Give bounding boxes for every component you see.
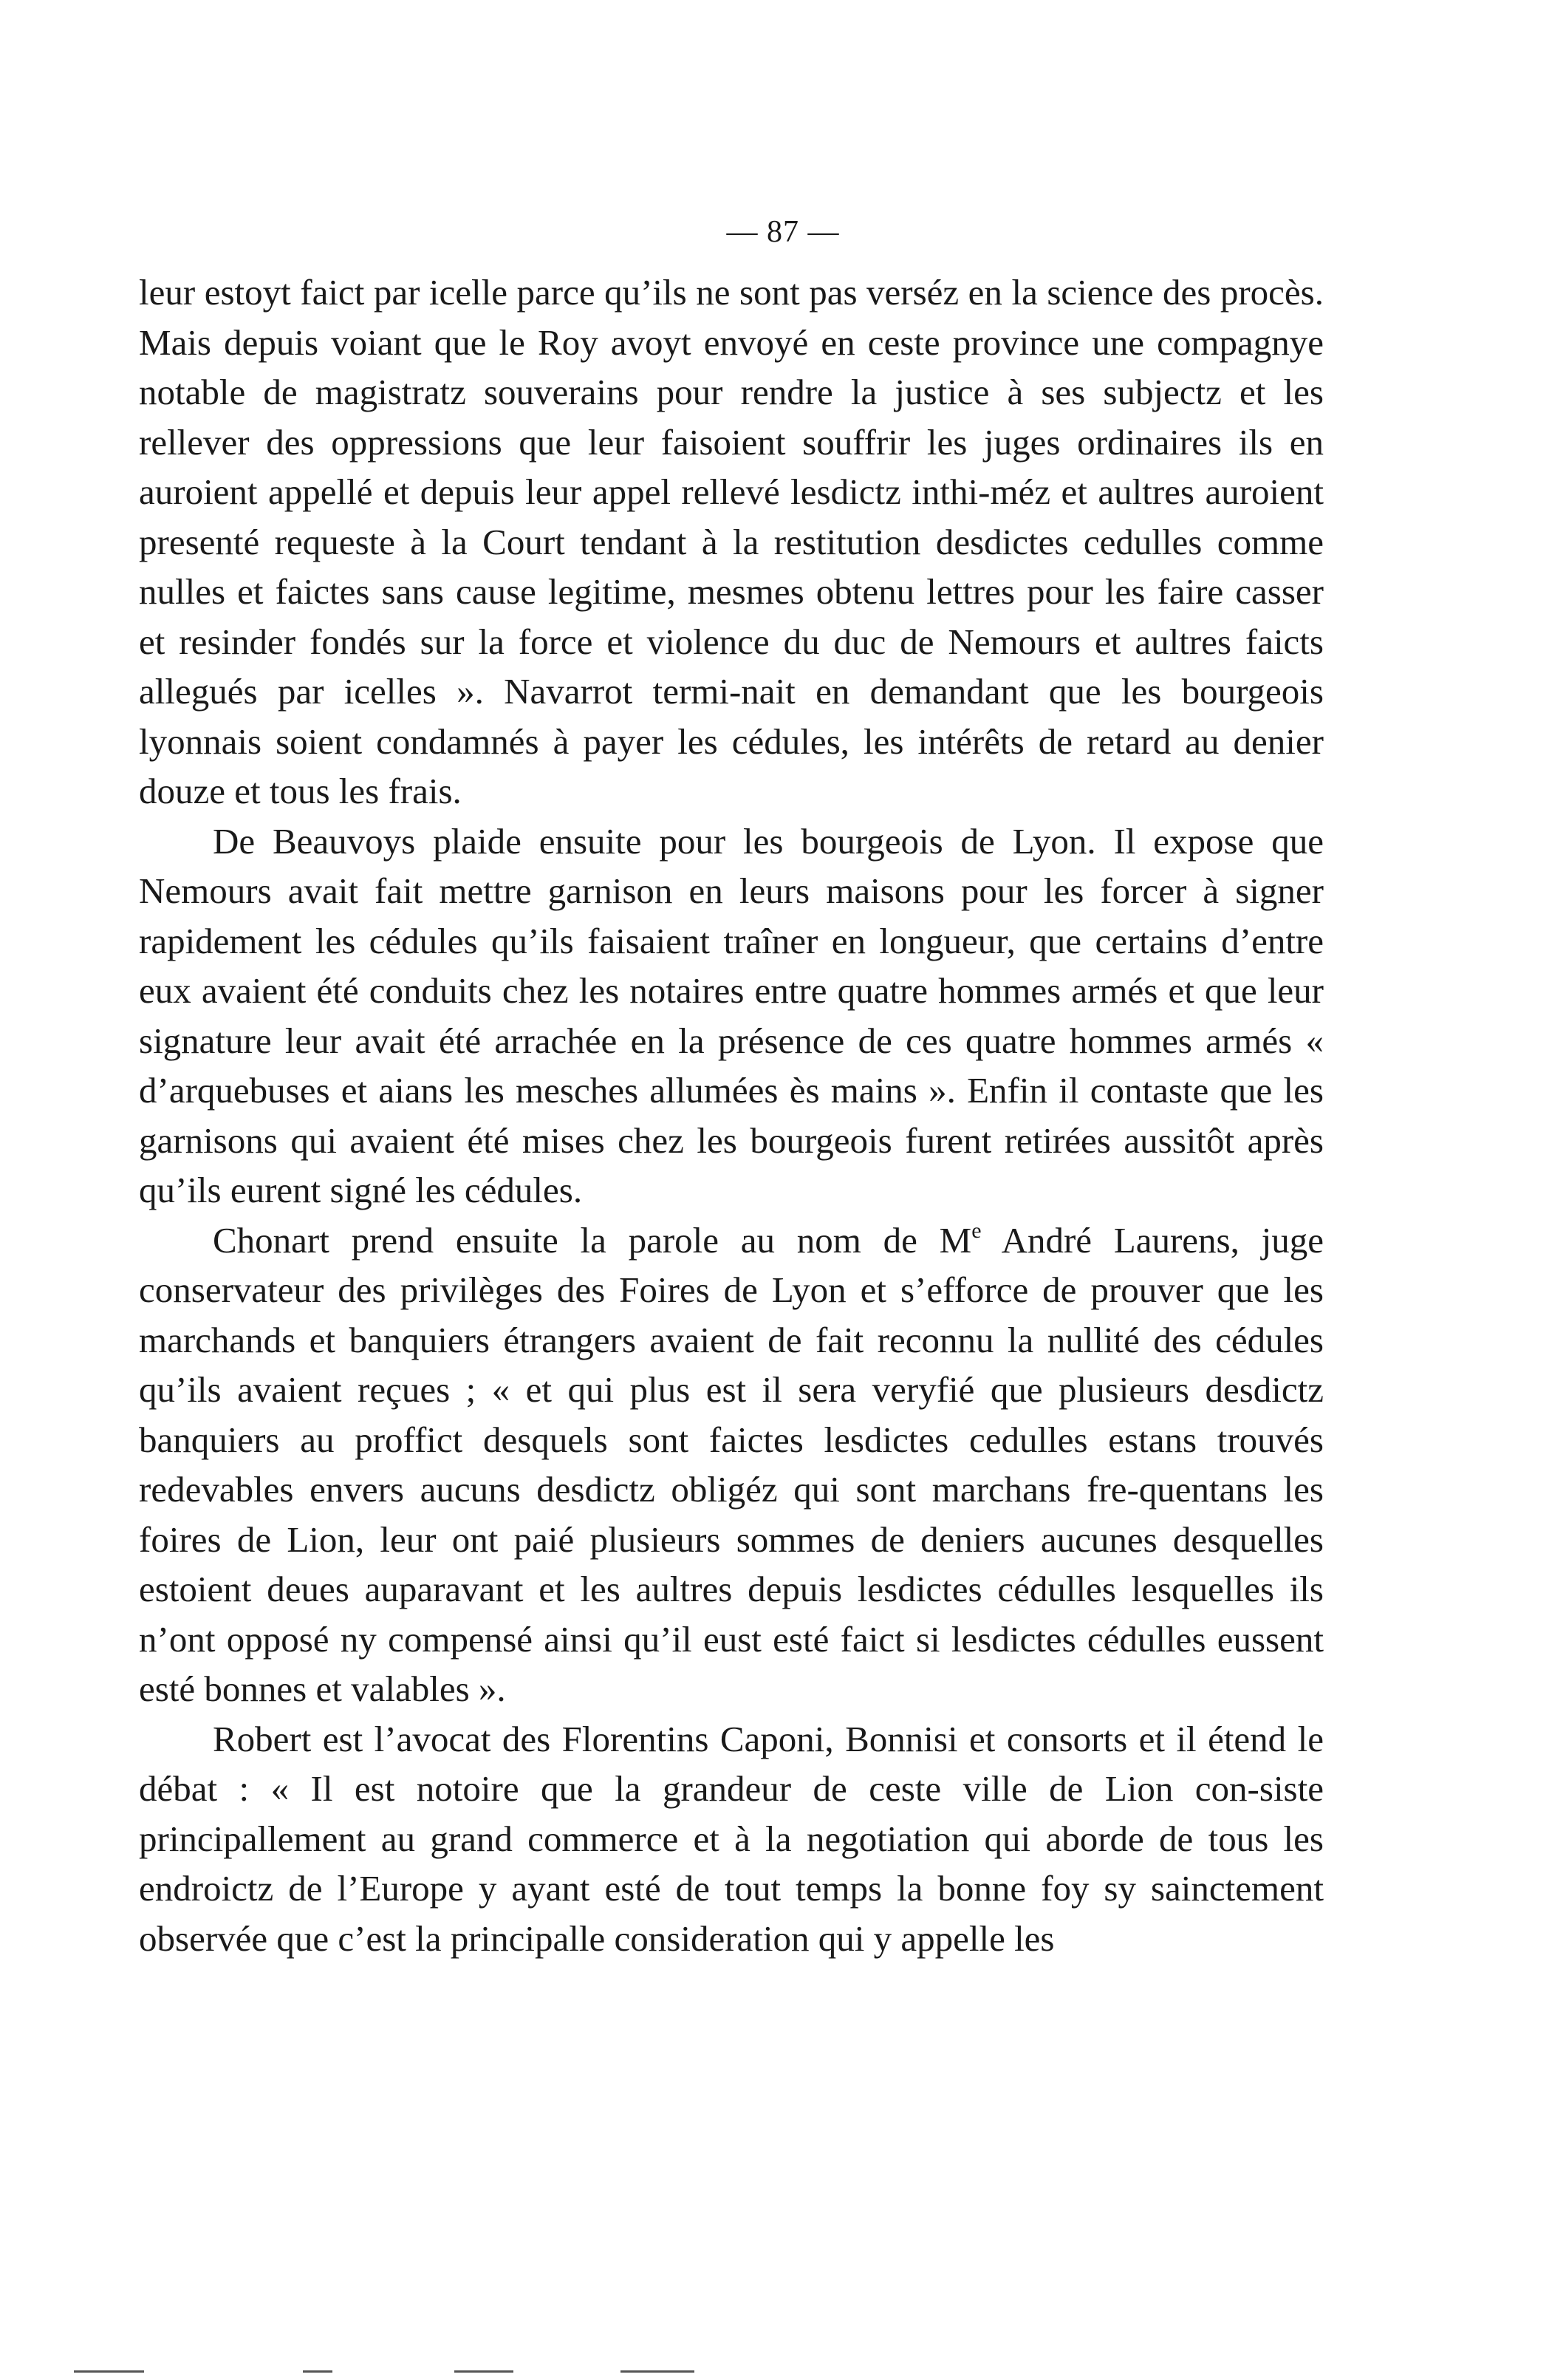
paragraph-3-start: Chonart prend ensuite la parole au nom de M (213, 1219, 972, 1261)
page-number: — 87 — (726, 215, 840, 249)
scan-edge-mark (303, 2370, 332, 2373)
scan-edge-mark (74, 2370, 144, 2373)
body-text (139, 267, 1324, 1963)
paragraph-2: De Beauvoys plaide ensuite pour les bourgeois de Lyon. Il expose que Nemours avait fait mettre garnison en leurs maisons pour les forcer à signer rapidement les cédules qu’ils faisaient traîner en longueur, que certains d’entre eux avaient été conduits chez les notaires entre quatre hommes armés et que leur signature leur avait été arrachée en la présence de ces quatre hommes armés « d’arquebuses et aians les mesches allumées ès mains ». Enfin il contaste que les garnisons qui avaient été mises chez les bourgeois furent retirées aussitôt après qu’ils eurent signé les cédules. (139, 820, 1324, 1210)
paragraph-1: leur estoyt faict par icelle parce qu’ils ne sont pas verséz en la science des procès. Mais depuis voiant que le Roy avoyt envoyé en ceste province une compagnye notable de magistratz souverains pour rendre la justice à ses subjectz et les rellever des oppressions que leur faisoient souffrir les juges ordinaires ils en auroient appellé et depuis leur appel rellevé lesdictz inthi-méz et aultres auroient presenté requeste à la Court tendant à la restitution desdictes cedulles comme nulles et faictes sans cause legitime, mesmes obtenu lettres pour les faire casser et resinder fondés sur la force et violence du duc de Nemours et aultres faicts allegués par icelles ». Navarrot termi-nait en demandant que les bourgeois lyonnais soient condamnés à payer les cédules, les intérêts de retard au denier douze et tous les frais. (139, 272, 1324, 811)
paragraph-3 (139, 1215, 1324, 1714)
scan-edge-mark (620, 2370, 694, 2373)
scan-edge-mark (454, 2370, 513, 2373)
superscript-e: e (971, 1218, 982, 1243)
paragraph-3-rest: André Laurens, juge conservateur des privilèges des Foires de Lyon et s’efforce de prouver que les marchands et banquiers étrangers avaient de fait reconnu la nullité des cédules qu’ils avaient reçues ; « et qui plus est il sera veryfié que plusieurs desdictz banquiers au proffict desquels sont faictes lesdictes cedulles estans trouvés redevables envers aucuns desdictz obligéz qui sont marchans fre-quentans les foires de Lion, leur ont paié plusieurs sommes de deniers aucunes desquelles estoient deues auparavant et les aultres depuis lesdictes cédulles lesquelles ils n’ont opposé ny compensé ainsi qu’il eust esté faict si lesdictes cédulles eussent esté bonnes et valables ». (139, 1219, 1324, 1709)
paragraph-4: Robert est l’avocat des Florentins Caponi, Bonnisi et consorts et il étend le débat : « Il est notoire que la grandeur de ceste ville de Lion con-siste principallement au grand commerce et à la negotiation qui aborde de tous les endroictz de l’Europe y ayant esté de tout temps la bonne foy sy sainctement observée que c’est la principalle consideration qui y appelle les (139, 1718, 1324, 1959)
